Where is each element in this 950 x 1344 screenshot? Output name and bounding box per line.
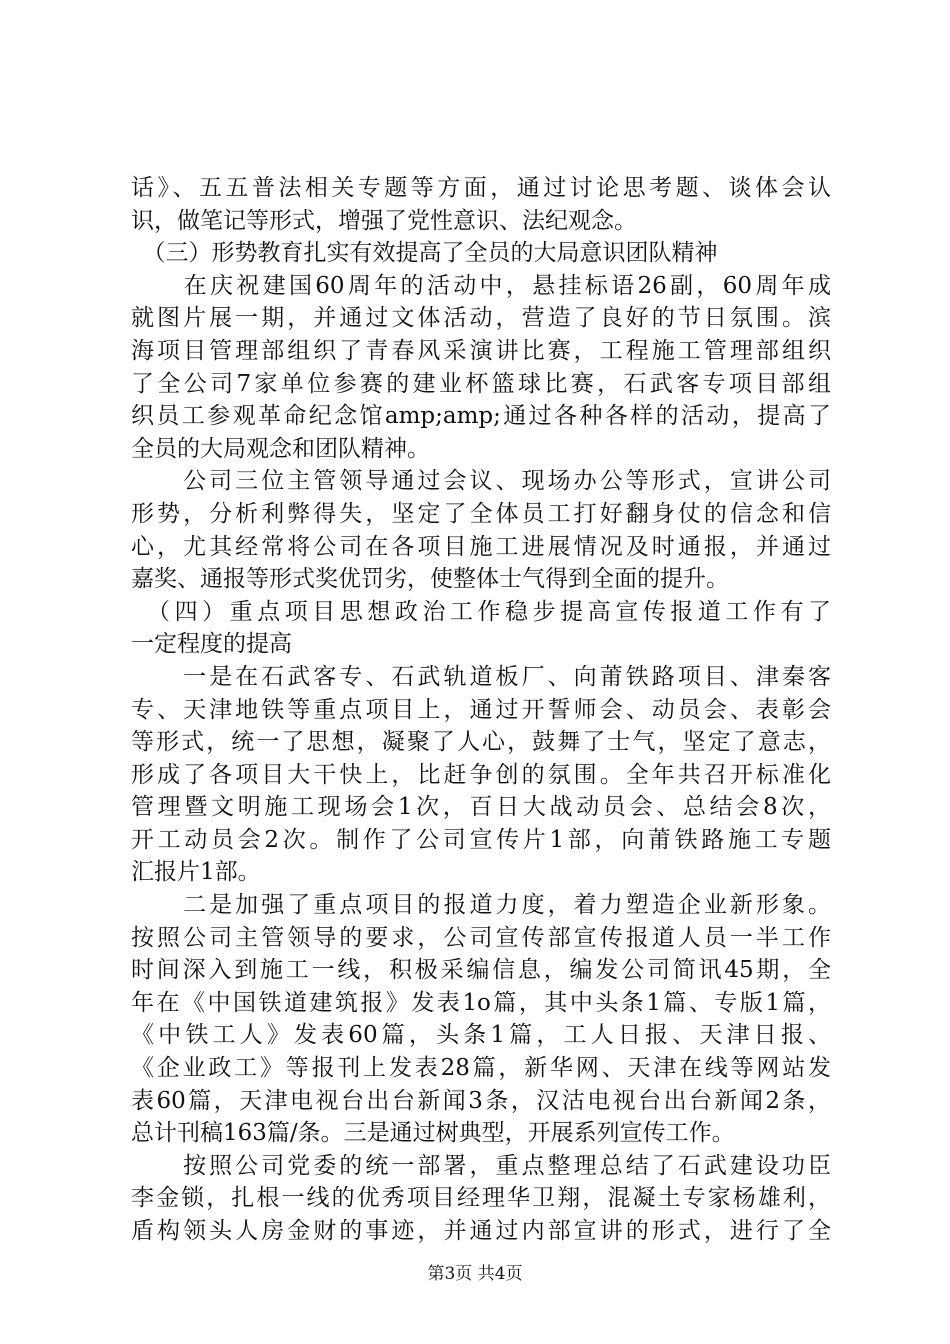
text-line: 按照公司党委的统一部署，重点整理总结了石武建设功臣 (131, 1152, 831, 1179)
text-line: 表60篇，天津电视台出台新闻3条，汉沽电视台出台新闻2条， (131, 1087, 831, 1114)
text-line: 一是在石武客专、石武轨道板厂、向莆铁路项目、津秦客 (131, 663, 831, 690)
text-line: 在庆祝建国60周年的活动中，悬挂标语26副，60周年成 (131, 272, 831, 299)
text-line: 全员的大局观念和团队精神。 (131, 435, 430, 462)
text-line: 织员工参观革命纪念馆amp;amp;通过各种各样的活动，提高了 (131, 403, 831, 430)
text-line: 话》、五五普法相关专题等方面，通过讨论思考题、谈体会认 (131, 175, 831, 201)
text-line: （三）形势教育扎实有效提高了全员的大局意识团队精神 (131, 240, 718, 267)
text-line: 心，尤其经常将公司在各项目施工进展情况及时通报，并通过 (131, 533, 831, 560)
body-text (131, 172, 831, 1248)
text-line: 等形式，统一了思想，凝聚了人心，鼓舞了士气，坚定了意志， (131, 729, 831, 756)
text-line: 形成了各项目大干快上，比赶争创的氛围。全年共召开标准化 (131, 761, 831, 788)
page-footer: 第3页 共4页 (427, 1264, 523, 1284)
text-line: 就图片展一期，并通过文体活动，营造了良好的节日氛围。滨 (131, 305, 831, 332)
text-line: （四）重点项目思想政治工作稳步提高宣传报道工作有了 (131, 598, 831, 625)
text-line: 识，做笔记等形式，增强了党性意识、法纪观念。 (131, 207, 637, 234)
text-line: 二是加强了重点项目的报道力度，着力塑造企业新形象。 (131, 892, 831, 919)
text-line: 公司三位主管领导通过会议、现场办公等形式，宣讲公司 (131, 468, 831, 495)
text-line: 按照公司主管领导的要求，公司宣传部宣传报道人员一半工作 (131, 924, 831, 951)
text-line: 管理暨文明施工现场会1次，百日大战动员会、总结会8次， (131, 794, 831, 821)
text-line: 李金锁，扎根一线的优秀项目经理华卫翔，混凝土专家杨雄利， (131, 1185, 831, 1212)
text-line: 了全公司7家单位参赛的建业杯篮球比赛，石武客专项目部组 (131, 370, 831, 397)
text-line: 年在《中国铁道建筑报》发表1o篇，其中头条1篇、专版1篇， (131, 989, 831, 1016)
text-line: 时间深入到施工一线，积极采编信息，编发公司简讯45期，全 (131, 957, 831, 984)
text-line: 盾构领头人房金财的事迹，并通过内部宣讲的形式，进行了全 (131, 1218, 831, 1244)
text-line: 《中铁工人》发表60篇，头条1篇，工人日报、天津日报、 (131, 1022, 831, 1049)
text-line: 一定程度的提高 (131, 631, 292, 658)
text-line: 开工动员会2次。制作了公司宣传片1部，向莆铁路施工专题 (131, 826, 831, 853)
text-line: 海项目管理部组织了青春风采演讲比赛，工程施工管理部组织 (131, 337, 831, 364)
text-line: 《企业政工》等报刊上发表28篇，新华网、天津在线等网站发 (131, 1055, 831, 1082)
text-line: 汇报片1部。 (131, 859, 261, 886)
text-line: 形势，分析利弊得失，坚定了全体员工打好翻身仗的信念和信 (131, 500, 831, 527)
text-line: 嘉奖、通报等形式奖优罚劣，使整体士气得到全面的提升。 (131, 566, 729, 593)
text-line: 专、天津地铁等重点项目上，通过开誓师会、动员会、表彰会 (131, 696, 831, 723)
text-line: 总计刊稿163篇/条。三是通过树典型，开展系列宣传工作。 (131, 1120, 735, 1147)
